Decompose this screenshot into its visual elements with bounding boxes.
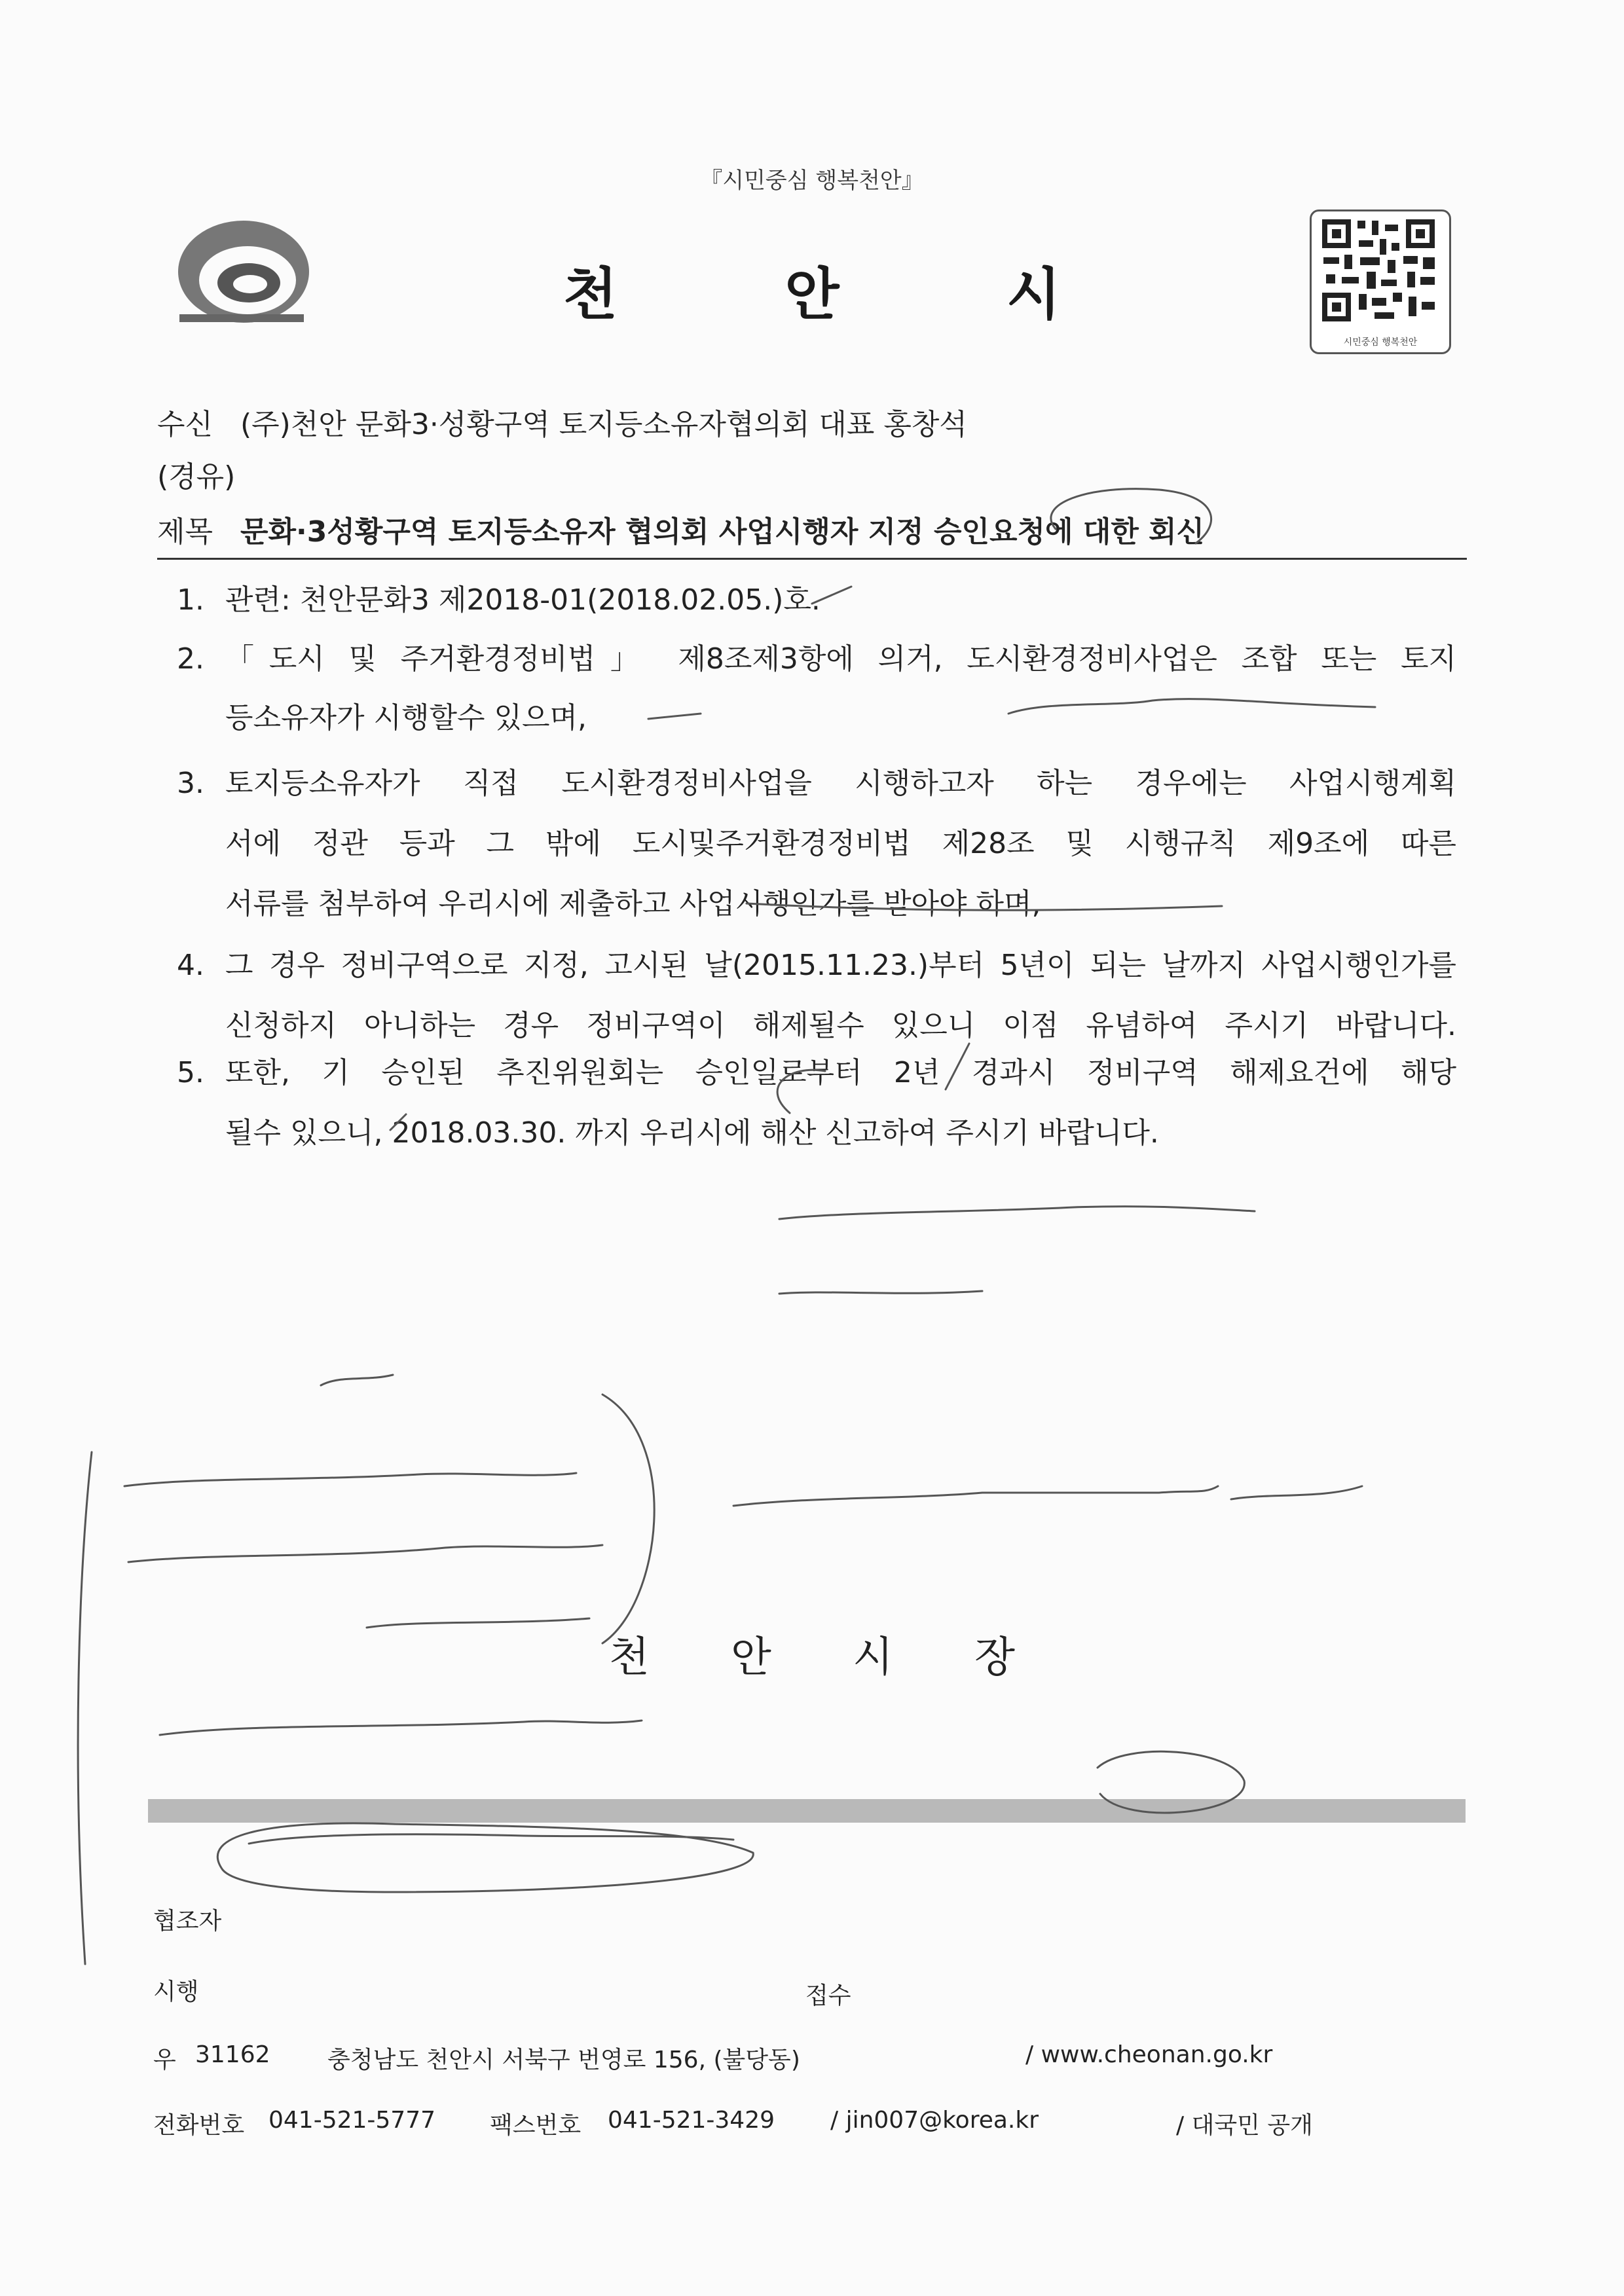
fax-number: 041-521-3429 [608, 2107, 775, 2134]
item-text: 서에 정관 등과 그 밖에 도시및주거환경정비법 제28조 및 시행규칙 제9조에 따른 [225, 827, 1456, 860]
check-mark [812, 587, 851, 604]
scribble [1231, 1486, 1362, 1499]
cooperator-label: 협조자 [153, 1908, 222, 1935]
receipt-label: 접수 [805, 1982, 851, 2009]
circle-mark [1051, 489, 1211, 543]
sender-char: 시 [853, 1633, 893, 1682]
scribble [124, 1473, 576, 1486]
scribble [128, 1545, 602, 1562]
disclosure-status: / 대국민 공개 [1176, 2112, 1313, 2139]
scribble [779, 1291, 982, 1294]
fax-label: 팩스번호 [490, 2112, 581, 2139]
bracket-mark [602, 1394, 654, 1643]
circle-mark [1098, 1751, 1244, 1813]
via-line: (경유) [157, 460, 236, 494]
scribble [249, 1834, 733, 1844]
scribble [1008, 699, 1375, 714]
item-text: 「도시 및 주거환경정비법」 제8조제3항에 의거, 도시환경정비사업은 조합 또는 토지 [225, 642, 1456, 676]
item-text: 서류를 첨부하여 우리시에 제출하고 사업시행인가를 받아야 하며, [225, 887, 1041, 920]
check-mark [648, 714, 701, 719]
enforce-label: 시행 [153, 1978, 199, 2005]
item-text: 신청하지 아니하는 경우 정비구역이 해제될수 있으니 이점 유념하여 주시기 바랍니다. [225, 1009, 1456, 1042]
scribble [321, 1375, 393, 1385]
qr-caption: 시민중심 행복천안 [1343, 337, 1418, 348]
phone-label: 전화번호 [153, 2112, 245, 2139]
scribble [779, 1207, 1255, 1219]
slash-mark [390, 1114, 406, 1130]
subject-label: 제목 [157, 515, 213, 549]
phone-number: 041-521-5777 [268, 2107, 436, 2134]
subject-value: 문화·3성황구역 토지등소유자 협의회 사업시행자 지정 승인요청에 대한 회신 [240, 515, 1205, 549]
item-number: 1. [177, 583, 204, 617]
email-link[interactable]: / jin007@korea.kr [830, 2107, 1039, 2134]
org-title-char: 시 [1006, 262, 1061, 327]
scribble [367, 1618, 589, 1628]
postal-code: 31162 [195, 2041, 270, 2068]
address: 충청남도 천안시 서북구 번영로 156, (불당동) [327, 2047, 800, 2073]
recipient-label: 수신 [157, 408, 213, 441]
recipient-value: (주)천안 문화3·성황구역 토지등소유자협의회 대표 홍창석 [240, 408, 967, 441]
item-number: 4. [177, 949, 204, 982]
item-number: 2. [177, 642, 204, 676]
sender-char: 안 [731, 1633, 771, 1682]
org-title-char: 천 [563, 262, 618, 327]
item-number: 5. [177, 1056, 204, 1089]
item-text: 될수 있으니, 2018.03.30. 까지 우리시에 해산 신고하여 주시기 바랍니다. [225, 1116, 1159, 1150]
circle-mark [217, 1823, 753, 1892]
circle-mark [777, 1070, 825, 1113]
sender-char: 장 [974, 1633, 1015, 1682]
item-text: 등소유자가 시행할수 있으며, [225, 701, 587, 735]
item-text: 그 경우 정비구역으로 지정, 고시된 날(2015.11.23.)부터 5년이 되는 날까지 사업시행인가를 [225, 949, 1456, 982]
postal-prefix: 우 [153, 2047, 176, 2073]
slogan: 『시민중심 행복천안』 [700, 168, 924, 194]
item-text: 토지등소유자가 직접 도시환경정비사업을 시행하고자 하는 경우에는 사업시행계획 [225, 767, 1456, 800]
item-text: 또한, 기 승인된 추진위원회는 승인일로부터 2년 경과시 정비구역 해제요건에 해당 [225, 1056, 1456, 1089]
org-title-char: 안 [784, 262, 840, 327]
bracket-mark [78, 1452, 92, 1964]
underline-mark [747, 903, 1222, 910]
scribble [733, 1486, 1218, 1506]
scribble [160, 1721, 642, 1735]
website-link[interactable]: / www.cheonan.go.kr [1025, 2041, 1273, 2068]
item-text: 관련: 천안문화3 제2018-01(2018.02.05.)호. [225, 583, 821, 617]
slash-mark [946, 1044, 969, 1089]
sender-char: 천 [609, 1633, 650, 1682]
item-number: 3. [177, 767, 204, 800]
